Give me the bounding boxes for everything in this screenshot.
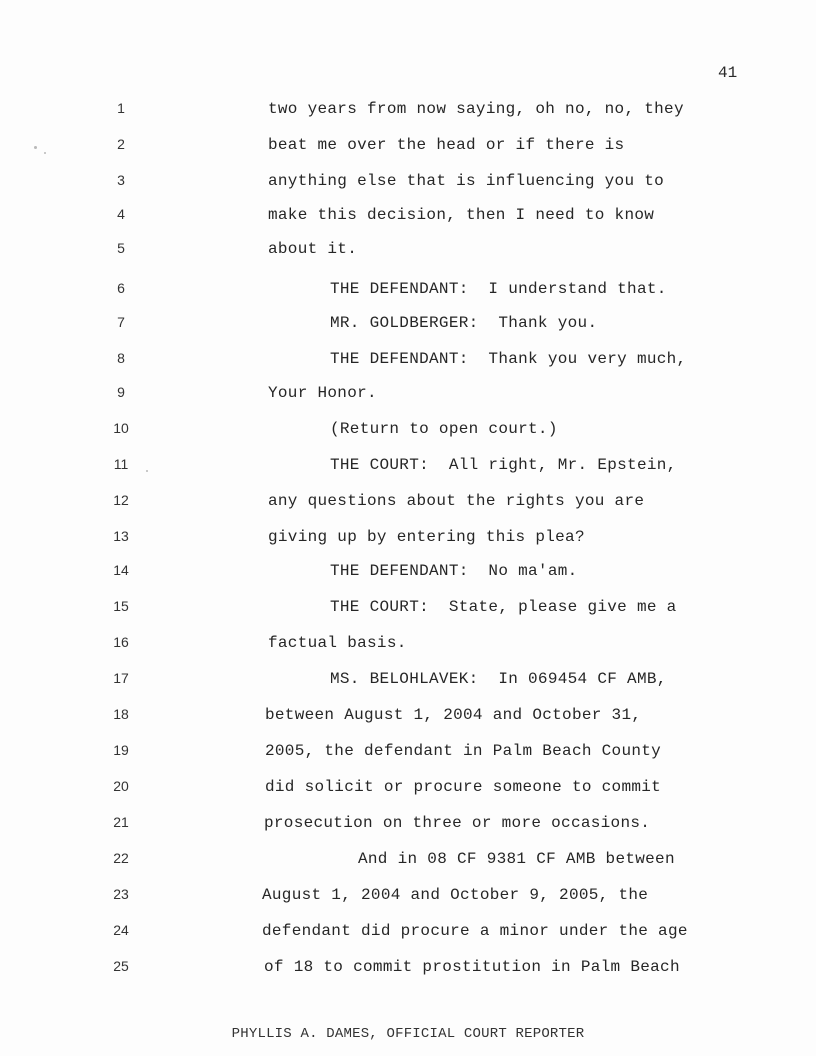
- transcript-line: [0, 456, 816, 486]
- transcript-line: [0, 420, 816, 450]
- transcript-line: [0, 172, 816, 202]
- transcript-line: [0, 136, 816, 166]
- transcript-line: [0, 240, 816, 270]
- transcript-line: [0, 742, 816, 772]
- line-number: 2: [117, 136, 125, 152]
- line-text: THE DEFENDANT: No ma'am.: [330, 562, 578, 580]
- line-text: factual basis.: [268, 634, 407, 652]
- line-number: 22: [113, 850, 129, 866]
- transcript-line: [0, 206, 816, 236]
- transcript-line: [0, 384, 816, 414]
- scan-speck: [44, 152, 46, 154]
- transcript-line: [0, 634, 816, 664]
- transcript-line: [0, 958, 816, 988]
- line-text: THE DEFENDANT: Thank you very much,: [330, 350, 687, 368]
- line-number: 20: [113, 778, 129, 794]
- line-number: 1: [117, 100, 125, 116]
- line-text: (Return to open court.): [330, 420, 558, 438]
- line-text: beat me over the head or if there is: [268, 136, 625, 154]
- transcript-line: [0, 670, 816, 700]
- transcript-line: [0, 922, 816, 952]
- line-text: about it.: [268, 240, 358, 258]
- transcript-line: [0, 850, 816, 880]
- line-text: MR. GOLDBERGER: Thank you.: [330, 314, 598, 332]
- line-text: two years from now saying, oh no, no, they: [268, 100, 684, 118]
- transcript-line: [0, 886, 816, 916]
- transcript-line: [0, 280, 816, 310]
- line-text: MS. BELOHLAVEK: In 069454 CF AMB,: [330, 670, 667, 688]
- line-number: 10: [113, 420, 129, 436]
- line-text: August 1, 2004 and October 9, 2005, the: [262, 886, 649, 904]
- line-text: Your Honor.: [268, 384, 377, 402]
- line-number: 24: [113, 922, 129, 938]
- line-text: THE COURT: State, please give me a: [330, 598, 677, 616]
- line-number: 15: [113, 598, 129, 614]
- line-text: defendant did procure a minor under the age: [262, 922, 688, 940]
- line-number: 16: [113, 634, 129, 650]
- transcript-line: [0, 528, 816, 558]
- line-text: any questions about the rights you are: [268, 492, 645, 510]
- transcript-line: [0, 562, 816, 592]
- line-number: 11: [113, 456, 129, 472]
- transcript-line: [0, 778, 816, 808]
- line-number: 13: [113, 528, 129, 544]
- line-text: 2005, the defendant in Palm Beach County: [265, 742, 662, 760]
- transcript-line: [0, 706, 816, 736]
- line-text: make this decision, then I need to know: [268, 206, 655, 224]
- line-number: 9: [117, 384, 125, 400]
- line-number: 21: [113, 814, 129, 830]
- transcript-line: [0, 598, 816, 628]
- line-text: anything else that is influencing you to: [268, 172, 665, 190]
- transcript-line: [0, 814, 816, 844]
- line-number: 18: [113, 706, 129, 722]
- line-number: 17: [113, 670, 129, 686]
- transcript-line: [0, 492, 816, 522]
- line-number: 7: [117, 314, 125, 330]
- line-number: 8: [117, 350, 125, 366]
- line-number: 25: [113, 958, 129, 974]
- line-text: of 18 to commit prostitution in Palm Beach: [264, 958, 680, 976]
- line-number: 14: [113, 562, 129, 578]
- line-number: 5: [117, 240, 125, 256]
- line-text: did solicit or procure someone to commit: [265, 778, 662, 796]
- scan-speck: [146, 470, 148, 472]
- scan-speck: [34, 146, 37, 149]
- transcript-line: [0, 314, 816, 344]
- line-number: 23: [113, 886, 129, 902]
- line-text: prosecution on three or more occasions.: [264, 814, 651, 832]
- line-number: 4: [117, 206, 125, 222]
- line-number: 12: [113, 492, 129, 508]
- line-number: 3: [117, 172, 125, 188]
- line-text: And in 08 CF 9381 CF AMB between: [358, 850, 675, 868]
- page-number: 41: [718, 64, 738, 82]
- line-text: giving up by entering this plea?: [268, 528, 585, 546]
- line-number: 6: [117, 280, 125, 296]
- transcript-line: [0, 100, 816, 130]
- line-number: 19: [113, 742, 129, 758]
- line-text: THE COURT: All right, Mr. Epstein,: [330, 456, 677, 474]
- line-text: between August 1, 2004 and October 31,: [265, 706, 642, 724]
- court-reporter-footer: PHYLLIS A. DAMES, OFFICIAL COURT REPORTER: [231, 1026, 585, 1042]
- line-text: THE DEFENDANT: I understand that.: [330, 280, 667, 298]
- transcript-line: [0, 350, 816, 380]
